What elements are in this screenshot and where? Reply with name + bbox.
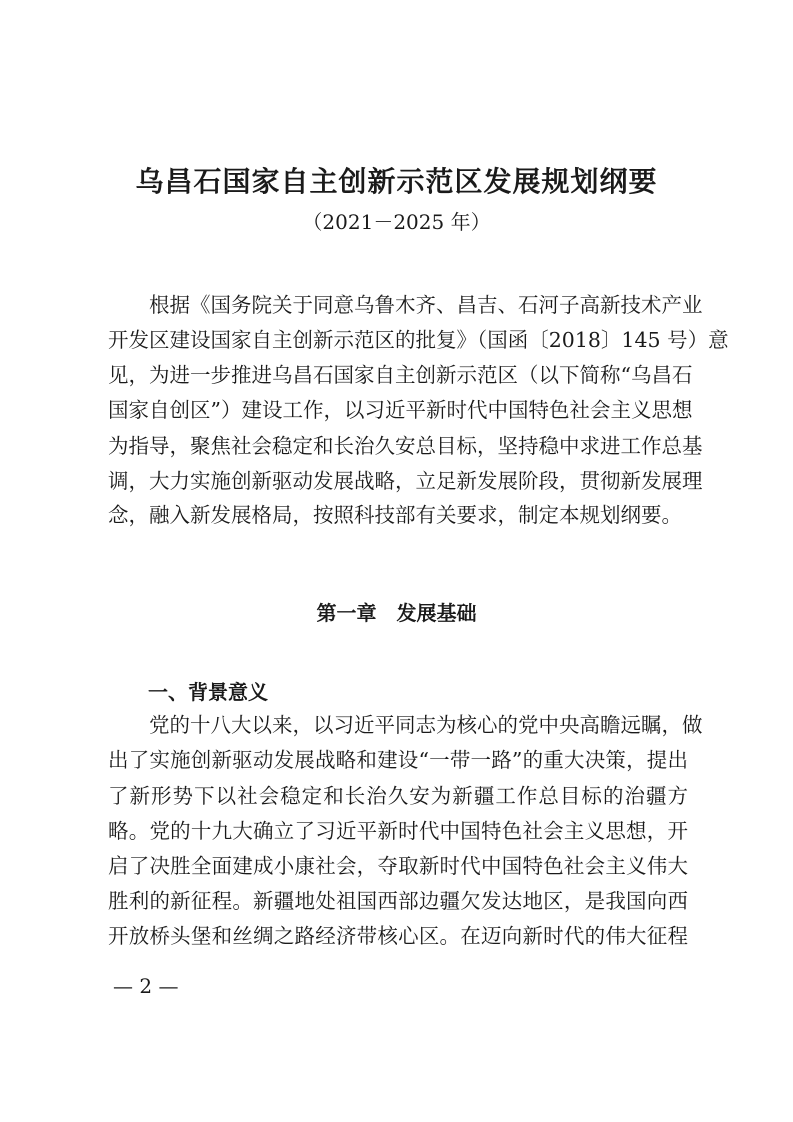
intro-line: 调，大力实施创新驱动发展战略，立足新发展阶段，贯彻新发展理 [108,469,703,493]
section-line: 党的十八大以来，以习近平同志为核心的党中央高瞻远瞩，做 [108,713,703,737]
document-title: 乌昌石国家自主创新示范区发展规划纲要 [135,165,658,198]
intro-line: 见，为进一步推进乌昌石国家自主创新示范区（以下简称“乌昌石 [108,363,693,387]
section-line: 启了决胜全面建成小康社会，夺取新时代中国特色社会主义伟大 [108,854,688,878]
document-subtitle: （2021－2025 年） [302,210,491,234]
intro-line: 根据《国务院关于同意乌鲁木齐、昌吉、石河子高新技术产业 [108,293,703,317]
page-number: — 2 — [113,974,179,998]
section-heading: 一、背景意义 [148,680,268,704]
section-line: 了新形势下以社会稳定和长治久安为新疆工作总目标的治疆方 [108,784,688,808]
intro-line: 国家自创区”）建设工作，以习近平新时代中国特色社会主义思想 [108,398,693,422]
intro-line: 开发区建设国家自主创新示范区的批复》（国函〔2018〕145 号）意 [108,328,729,352]
section-line: 开放桥头堡和丝绸之路经济带核心区。在迈向新时代的伟大征程 [108,924,688,948]
intro-line: 念，融入新发展格局，按照科技部有关要求，制定本规划纲要。 [108,503,682,527]
chapter-heading: 第一章 发展基础 [316,601,477,625]
intro-line: 为指导，聚焦社会稳定和长治久安总目标，坚持稳中求进工作总基 [108,434,703,458]
section-line: 出了实施创新驱动发展战略和建设“一带一路”的重大决策，提出 [108,748,688,772]
section-line: 略。党的十九大确立了习近平新时代中国特色社会主义思想，开 [108,819,688,843]
section-line: 胜利的新征程。新疆地处祖国西部边疆欠发达地区，是我国向西 [108,889,688,913]
